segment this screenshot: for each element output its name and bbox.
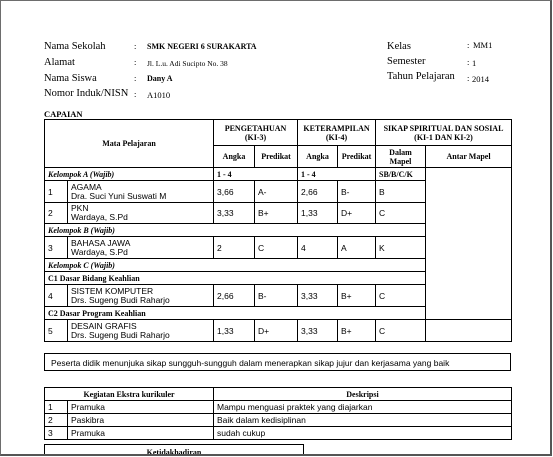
teacher-name: Drs. Sugeng Budi Raharjo [71, 294, 170, 305]
skill-angka: 4 [298, 237, 338, 259]
table-row [45, 414, 512, 427]
row-no: 3 [45, 427, 68, 440]
knowledge-angka: 3,66 [214, 181, 255, 203]
table-row [45, 401, 512, 414]
grades-table [44, 119, 512, 342]
row-no: 4 [45, 285, 68, 307]
group-b-label: Kelompok B (Wajib) [45, 224, 426, 237]
row-no: 2 [45, 414, 68, 427]
skill-predikat: B+ [338, 320, 376, 342]
semester-colon: : [467, 57, 470, 67]
subject-name: AGAMA [71, 181, 102, 192]
student-value: Dany A [147, 74, 173, 83]
class-label: Kelas [387, 41, 411, 52]
col-activity-header: Kegiatan Ekstra kurikuler [45, 388, 214, 401]
year-colon: : [467, 73, 470, 83]
group-a-knowledge-range: 1 - 4 [214, 168, 298, 181]
col-description-header: Deskripsi [214, 388, 512, 401]
skill-angka-header: Angka [298, 146, 338, 168]
group-c2-label: C2 Dasar Program Keahlian [45, 307, 426, 320]
subject-name: DESAIN GRAFIS [71, 320, 137, 331]
skill-predikat-header: Predikat [338, 146, 376, 168]
teacher-name: Wardaya, S.Pd [71, 246, 128, 257]
address-colon: : [134, 57, 137, 67]
skill-angka: 2,66 [298, 181, 338, 203]
row-no: 1 [45, 181, 68, 203]
skill-angka: 1,33 [298, 203, 338, 224]
subject-name: PKN [71, 203, 89, 213]
subject-cell [68, 320, 214, 342]
antar-mapel-empty [426, 320, 512, 342]
activity-description: sudah cukup [214, 427, 512, 440]
student-label: Nama Siswa [44, 73, 97, 84]
knowledge-predikat: B- [255, 285, 298, 307]
knowledge-angka: 1,33 [214, 320, 255, 342]
knowledge-predikat-header: Predikat [255, 146, 298, 168]
teacher-name: Wardaya, S.Pd [71, 212, 128, 222]
knowledge-predikat: B+ [255, 203, 298, 224]
extracurricular-table [44, 387, 512, 440]
capaian-title: CAPAIAN [44, 109, 83, 119]
group-a-skill-range: 1 - 4 [298, 168, 376, 181]
attitude-dalam-mapel: C [376, 285, 426, 307]
school-colon: : [134, 41, 137, 51]
subject-cell [68, 237, 214, 259]
attitude-dalam-mapel: B [376, 181, 426, 203]
col-skill-header: KETERAMPILAN (KI-4) [298, 120, 376, 146]
col-knowledge-header: PENGETAHUAN (KI-3) [214, 120, 298, 146]
subject-name: SISTEM KOMPUTER [71, 285, 154, 296]
class-colon: : [467, 40, 470, 50]
row-no: 5 [45, 320, 68, 342]
attitude-dalam-mapel: C [376, 203, 426, 224]
attitude-note: Peserta didik menunjuka sikap sungguh-sungguh dalam menerapkan sikap jujur dan kerjasama yang baik [44, 353, 511, 371]
subject-cell [68, 203, 214, 224]
teacher-name: Drs. Sugeng Budi Raharjo [71, 329, 170, 340]
activity-name: Pramuka [68, 427, 214, 440]
skill-predikat: B- [338, 181, 376, 203]
row-no: 3 [45, 237, 68, 259]
activity-name: Pramuka [68, 401, 214, 414]
attendance-table [44, 444, 304, 456]
nisn-value: A1010 [147, 90, 171, 100]
activity-description: Baik dalam kedisiplinan [214, 414, 512, 427]
semester-value: 1 [472, 58, 477, 68]
teacher-name: Dra. Suci Yuni Suswati M [71, 190, 167, 201]
knowledge-angka: 2 [214, 237, 255, 259]
dalam-mapel-header: Dalam Mapel [376, 146, 426, 168]
knowledge-predikat: A- [255, 181, 298, 203]
group-a-attitude-scale: SB/B/C/K [376, 168, 426, 181]
skill-angka: 3,33 [298, 320, 338, 342]
school-value: SMK NEGERI 6 SURAKARTA [147, 42, 257, 51]
table-row [45, 320, 512, 342]
knowledge-angka-header: Angka [214, 146, 255, 168]
knowledge-predikat: D+ [255, 320, 298, 342]
class-value: MM1 [473, 40, 493, 50]
skill-predikat: D+ [338, 203, 376, 224]
nisn-colon: : [134, 89, 137, 99]
table-row [45, 427, 512, 440]
address-label: Alamat [44, 57, 75, 68]
knowledge-predikat: C [255, 237, 298, 259]
student-colon: : [134, 73, 137, 83]
year-label: Tahun Pelajaran [387, 71, 455, 82]
knowledge-angka: 2,66 [214, 285, 255, 307]
group-a-label: Kelompok A (Wajib) [45, 168, 214, 181]
subject-cell [68, 181, 214, 203]
skill-predikat: B+ [338, 285, 376, 307]
row-no: 1 [45, 401, 68, 414]
knowledge-angka: 3,33 [214, 203, 255, 224]
group-c1-label: C1 Dasar Bidang Keahlian [45, 272, 426, 285]
nisn-label: Nomor Induk/NISN [44, 88, 129, 99]
skill-predikat: A [338, 237, 376, 259]
group-c-label: Kelompok C (Wajib) [45, 259, 426, 272]
attendance-header: Ketidakhadiran [45, 445, 304, 457]
attitude-dalam-mapel: C [376, 320, 426, 342]
antar-mapel-header: Antar Mapel [426, 146, 512, 168]
subject-cell [68, 285, 214, 307]
subject-name: BAHASA JAWA [71, 237, 131, 248]
antar-mapel-cell [426, 168, 512, 320]
year-value: 2014 [472, 74, 489, 84]
activity-name: Paskibra [68, 414, 214, 427]
address-value: Jl. L.u. Adi Sucipto No. 38 [147, 59, 228, 68]
skill-angka: 3,33 [298, 285, 338, 307]
school-label: Nama Sekolah [44, 41, 106, 52]
col-attitude-header: SIKAP SPIRITUAL DAN SOSIAL (KI-1 DAN KI-2) [376, 120, 512, 146]
activity-description: Mampu menguasi praktek yang diajarkan [214, 401, 512, 414]
attitude-dalam-mapel: K [376, 237, 426, 259]
row-no: 2 [45, 203, 68, 224]
col-subject-header: Mata Pelajaran [45, 120, 214, 168]
semester-label: Semester [387, 56, 426, 67]
